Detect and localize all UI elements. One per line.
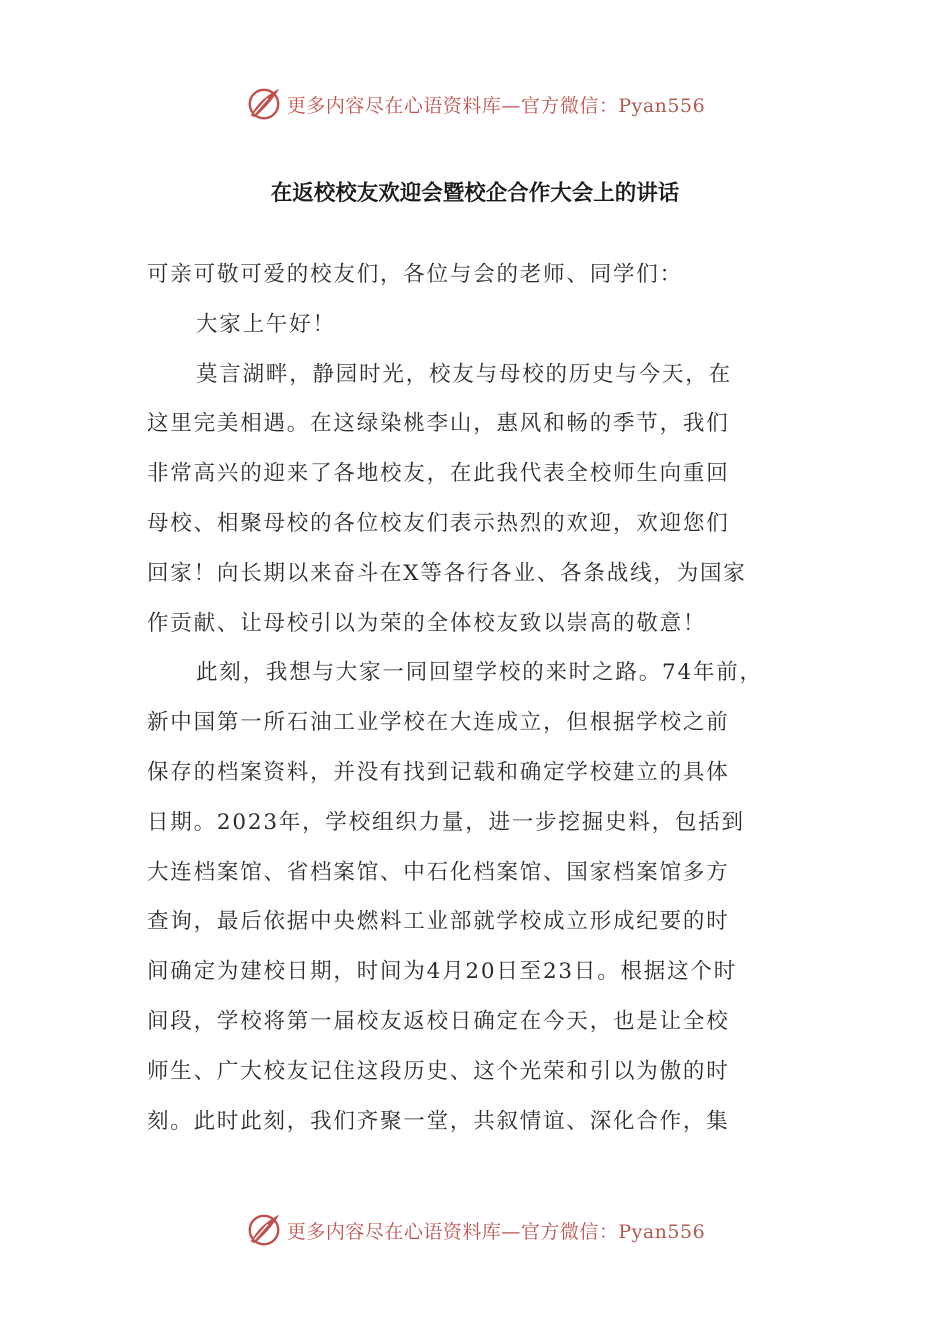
- banner-text: 更多内容尽在心语资料库—官方微信：Pyan556: [286, 1220, 706, 1243]
- text-line: 非常高兴的迎来了各地校友，在此我代表全校师生向重回: [147, 461, 730, 487]
- text-line: 大家上午好！: [196, 311, 336, 337]
- page-title: 在返校校友欢迎会暨校企合作大会上的讲话: [270, 181, 680, 206]
- text-line: 大连档案馆、省档案馆、中石化档案馆、国家档案馆多方: [147, 859, 730, 885]
- text-line: 这里完美相遇。在这绿染桃李山，惠风和畅的季节，我们: [147, 411, 730, 437]
- text-line: 刻。此时此刻，我们齐聚一堂，共叙情谊、深化合作，集: [147, 1108, 730, 1134]
- text-line: 作贡献、让母校引以为荣的全体校友致以崇高的敬意！: [147, 610, 707, 636]
- text-line: 间确定为建校日期，时间为4月20日至23日。根据这个时: [147, 959, 737, 985]
- pen-logo-icon: [245, 1211, 283, 1249]
- text-line: 莫言湖畔，静园时光，校友与母校的历史与今天，在: [196, 361, 732, 387]
- paragraph-greeting: [147, 250, 807, 300]
- banner-text: 更多内容尽在心语资料库—官方微信：Pyan556: [286, 94, 706, 117]
- wechat-id: Pyan556: [618, 1220, 706, 1243]
- text-line: 回家！向长期以来奋斗在X等各行各业、各条战线，为国家: [147, 560, 747, 586]
- document-body: [147, 250, 807, 1146]
- text-line: 新中国第一所石油工业学校在大连成立，但根据学校之前: [147, 710, 730, 736]
- footer-banner: [0, 1210, 950, 1250]
- text-line: 母校、相聚母校的各位校友们表示热烈的欢迎，欢迎您们: [147, 510, 730, 536]
- paragraph-welcome: [147, 350, 807, 649]
- text-line: 此刻，我想与大家一同回望学校的来时之路。74年前，: [196, 660, 763, 686]
- paragraph-history: [147, 648, 807, 1146]
- text-line: 可亲可敬可爱的校友们，各位与会的老师、同学们：: [147, 262, 683, 287]
- text-line: 间段，学校将第一届校友返校日确定在今天，也是让全校: [147, 1008, 730, 1034]
- header-banner: [0, 84, 950, 124]
- pen-logo-icon: [245, 85, 283, 123]
- paragraph-hello: [147, 300, 807, 350]
- text-line: 日期。2023年，学校组织力量，进一步挖掘史料，包括到: [147, 809, 745, 835]
- text-line: 保存的档案资料，并没有找到记载和确定学校建立的具体: [147, 759, 730, 785]
- text-line: 师生、广大校友记住这段历史、这个光荣和引以为傲的时: [147, 1058, 730, 1084]
- wechat-id: Pyan556: [618, 94, 706, 117]
- text-line: 查询，最后依据中央燃料工业部就学校成立形成纪要的时: [147, 909, 730, 935]
